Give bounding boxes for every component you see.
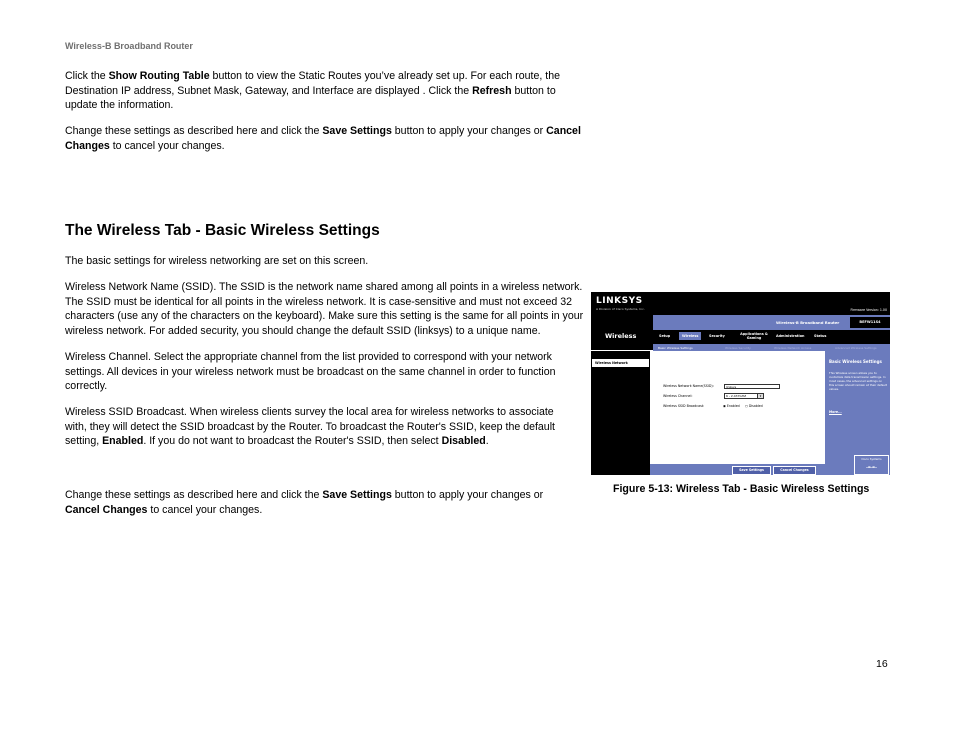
broadcast-enabled-radio[interactable] (723, 404, 740, 408)
paragraph-channel: Wireless Channel. Select the appropriate channel from the list provided to correspond with your network settings. All devices in your wireless network must be broadcast on the same channel in order to function correctly. (65, 351, 556, 393)
disabled-label: Disabled (748, 404, 763, 408)
cisco-bridge-icon: ▁▃▁▃▁ (866, 464, 877, 468)
text: . (485, 435, 489, 448)
subtab-basic-wireless[interactable]: Basic Wireless Settings (658, 345, 693, 350)
paragraph-routing-table (65, 69, 590, 113)
tab-applications-gaming[interactable]: Applications & Gaming (740, 332, 768, 340)
logo-subtitle: A Division of Cisco Systems, Inc. (596, 307, 645, 311)
paragraph-save-settings-1 (65, 124, 590, 153)
tab-setup[interactable]: Setup (659, 334, 671, 338)
subtab-wireless-security[interactable]: Wireless Security (725, 345, 751, 350)
radio-unselected-icon: ○ (745, 404, 748, 408)
bold-text: Disabled (441, 435, 486, 448)
help-text: This Wireless screen allows you to customize data transmission settings. In most cases, the advanced settings on this screen should remain at their default values. (829, 371, 887, 391)
section-label: Wireless (605, 332, 637, 340)
tab-administration[interactable]: Administration (776, 334, 805, 338)
page-number: 16 (876, 658, 888, 670)
text: button to apply your changes or (391, 489, 544, 501)
left-column (591, 351, 650, 475)
radio-selected-icon: ◉ (723, 404, 726, 408)
paragraph-save-settings-2 (65, 488, 580, 517)
bold-text: Save Settings (322, 125, 392, 137)
left-section-label: Wireless Network (592, 359, 649, 367)
cancel-changes-button[interactable]: Cancel Changes (773, 466, 816, 475)
text: button to apply your changes or (391, 125, 547, 137)
cisco-logo (854, 455, 889, 475)
enabled-label: Enabled (726, 404, 740, 408)
chevron-down-icon: ▾ (757, 394, 763, 398)
model-number: BEFW11S4 (850, 317, 890, 328)
bottom-left-bar (591, 464, 650, 475)
broadcast-disabled-radio[interactable] (745, 404, 763, 408)
channel-label: Wireless Channel: (663, 393, 693, 398)
firmware-version: Firmware Version: 1.00 (850, 308, 887, 312)
text: Change these settings as described here and click the (65, 125, 323, 137)
text: button to view the Static Routes you’ve already set up. For each route, the Destination IP address, Subnet Mask, Gateway, and Interface are displayed . Click the (65, 70, 560, 97)
bold-text: Save Settings (322, 489, 392, 501)
router-screenshot-figure (591, 292, 890, 475)
bold-text: Enabled (102, 435, 144, 448)
text: Wireless SSID Broadcast. When wireless clients survey the local area for wireless networks to associate with, they will detect the SSID broadcast by the Router. To broadcast the Router's SSID, keep the default setting, (65, 406, 555, 448)
tab-wireless[interactable]: Wireless (679, 332, 701, 340)
bold-text: Cancel Changes (65, 125, 581, 152)
product-name: Wireless-B Broadband Router (776, 320, 840, 325)
text: . If you do not want to broadcast the Router's SSID, then select (143, 435, 442, 448)
paragraph-ssid: Wireless Network Name (SSID). The SSID is the network name shared among all points in a wireless network. The SSID must be identical for all points in the wireless network. It is case-sensitive and must not exceed 32 characters (use any of the characters on the keyboard). Make sure this setting is the same for all points in your wireless network. For added security, you should change the default SSID (linksys) to a unique name. (65, 281, 584, 337)
broadcast-label: Wireless SSID Broadcast: (663, 404, 705, 408)
help-more-link[interactable]: More... (829, 410, 842, 414)
linksys-logo: LINKSYS (596, 296, 643, 306)
paragraph-ssid-broadcast (65, 405, 577, 449)
text: Click the (65, 70, 109, 82)
cisco-text: Cisco Systems (861, 457, 882, 461)
text: button to update the information. (65, 84, 556, 112)
ssid-label: Wireless Network Name(SSID): (663, 384, 714, 388)
bold-text: Refresh (472, 84, 512, 97)
subtab-advanced-wireless[interactable]: Advanced Wireless Settings (835, 345, 877, 350)
text: Change these settings as described here and click the (65, 489, 323, 501)
bold-text: Show Routing Table (108, 70, 210, 82)
save-settings-button[interactable]: Save Settings (732, 466, 771, 475)
tab-security[interactable]: Security (709, 334, 725, 338)
channel-value: 6 - 2.437GHZ (726, 394, 747, 398)
help-title: Basic Wireless Settings (829, 359, 882, 364)
channel-select[interactable] (724, 393, 764, 399)
running-header: Wireless-B Broadband Router (65, 41, 193, 51)
text: to cancel your changes. (109, 139, 225, 152)
paragraph-intro: The basic settings for wireless networking are set on this screen. (65, 255, 369, 267)
section-heading: The Wireless Tab - Basic Wireless Settings (65, 222, 380, 239)
bold-text: Cancel Changes (65, 503, 148, 516)
tab-status[interactable]: Status (814, 334, 827, 338)
subtab-network-access[interactable]: Wireless Network Access (774, 345, 812, 350)
figure-caption: Figure 5-13: Wireless Tab - Basic Wireless Settings (613, 483, 870, 495)
text: to cancel your changes. (147, 503, 263, 516)
ssid-input[interactable]: linksys (724, 384, 780, 389)
